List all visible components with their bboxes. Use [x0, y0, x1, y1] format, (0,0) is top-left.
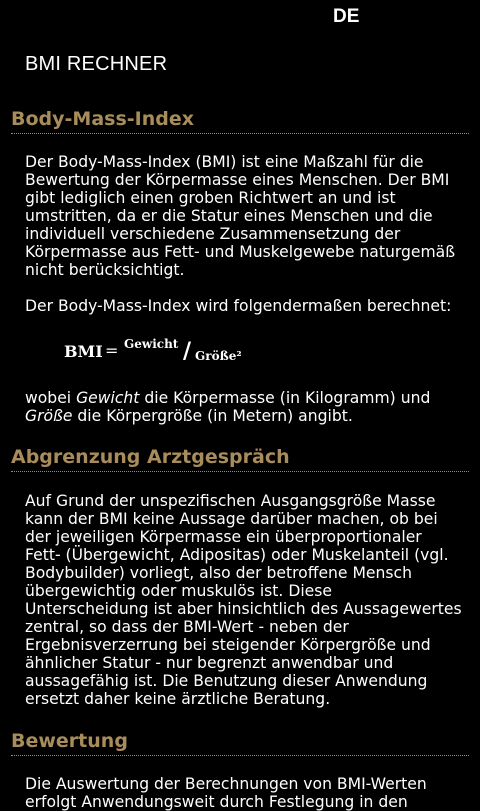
section-heading-bmi: Body-Mass-Index — [11, 108, 469, 134]
text-line: nicht berücksichtigt. — [25, 261, 185, 279]
text-line: zentral, so dass der BMI-Wert - neben der — [25, 618, 349, 636]
text-line: ähnlicher Statur - nur begrenzt anwendbar und — [25, 654, 394, 672]
text-line: Bewertung der Körpermasse eines Menschen. Der BMI — [25, 171, 450, 189]
text-fragment: die Körpergröße (in Metern) angibt. — [72, 407, 353, 425]
text-line: übergewichtig oder muskulös ist. Diese — [25, 582, 332, 600]
bmi-description-paragraph — [25, 153, 475, 279]
text-line: Fett- (Übergewicht, Adipositas) oder Muskelanteil (vgl. — [25, 546, 449, 564]
app-title: BMI RECHNER — [25, 53, 168, 75]
text-line: erfolgt Anwendungsweit durch Festlegung in den — [25, 793, 408, 811]
arztgespraech-paragraph — [25, 492, 475, 708]
text-line — [25, 407, 475, 425]
text-fragment: die Körpermasse (in Kilogramm) und — [139, 389, 431, 407]
text-line: Unterscheidung ist aber hinsichtlich des Aussagewertes — [25, 600, 462, 618]
text-line: ersetzt daher keine ärztliche Beratung. — [25, 690, 331, 708]
text-line: Die Auswertung der Berechnungen von BMI-Werten — [25, 775, 427, 793]
formula-lhs: BMI — [64, 342, 103, 361]
text-line: kann der BMI keine Aussage darüber machen, ob bei — [25, 510, 438, 528]
formula-equals: = — [105, 341, 119, 360]
text-line: der jeweiligen Körpermasse ein überproportionaler — [25, 528, 422, 546]
text-line: Der Body-Mass-Index wird folgendermaßen berechnet: — [25, 297, 452, 315]
text-line — [25, 389, 475, 407]
text-fragment: wobei — [25, 389, 77, 407]
formula-denominator: Größe² — [195, 349, 242, 363]
formula-numerator: Gewicht — [124, 337, 179, 351]
term-gewicht: Gewicht — [76, 389, 140, 407]
text-line: gibt lediglich einen groben Richtwert an und ist — [25, 189, 396, 207]
formula-explanation — [25, 389, 475, 425]
text-line: Auf Grund der unspezifischen Ausgangsgröße Masse — [25, 492, 436, 510]
bewertung-paragraph — [25, 775, 475, 811]
formula-slash: / — [183, 338, 192, 364]
text-line: Ergebnisverzerrung bei steigender Körpergröße und — [25, 636, 431, 654]
section-heading-bewertung: Bewertung — [11, 730, 469, 756]
text-line: aussagefähig ist. Die Benutzung dieser Anwendung — [25, 672, 428, 690]
term-groesse: Größe — [25, 407, 73, 425]
formula-intro-text — [25, 297, 475, 315]
text-line: Körpermasse aus Fett- und Muskelgewebe naturgemäß — [25, 243, 456, 261]
text-line: Der Body-Mass-Index (BMI) ist eine Maßzahl für die — [25, 153, 424, 171]
text-line: individuell verschiedene Zusammensetzung der — [25, 225, 401, 243]
language-toggle-button[interactable]: DE — [333, 6, 360, 27]
section-heading-arztgespraech: Abgrenzung Arztgespräch — [11, 446, 469, 472]
text-line: Bodybuilder) vorliegt, also der betroffene Mensch — [25, 564, 412, 582]
text-line: umstritten, da er die Statur eines Menschen und die — [25, 207, 433, 225]
